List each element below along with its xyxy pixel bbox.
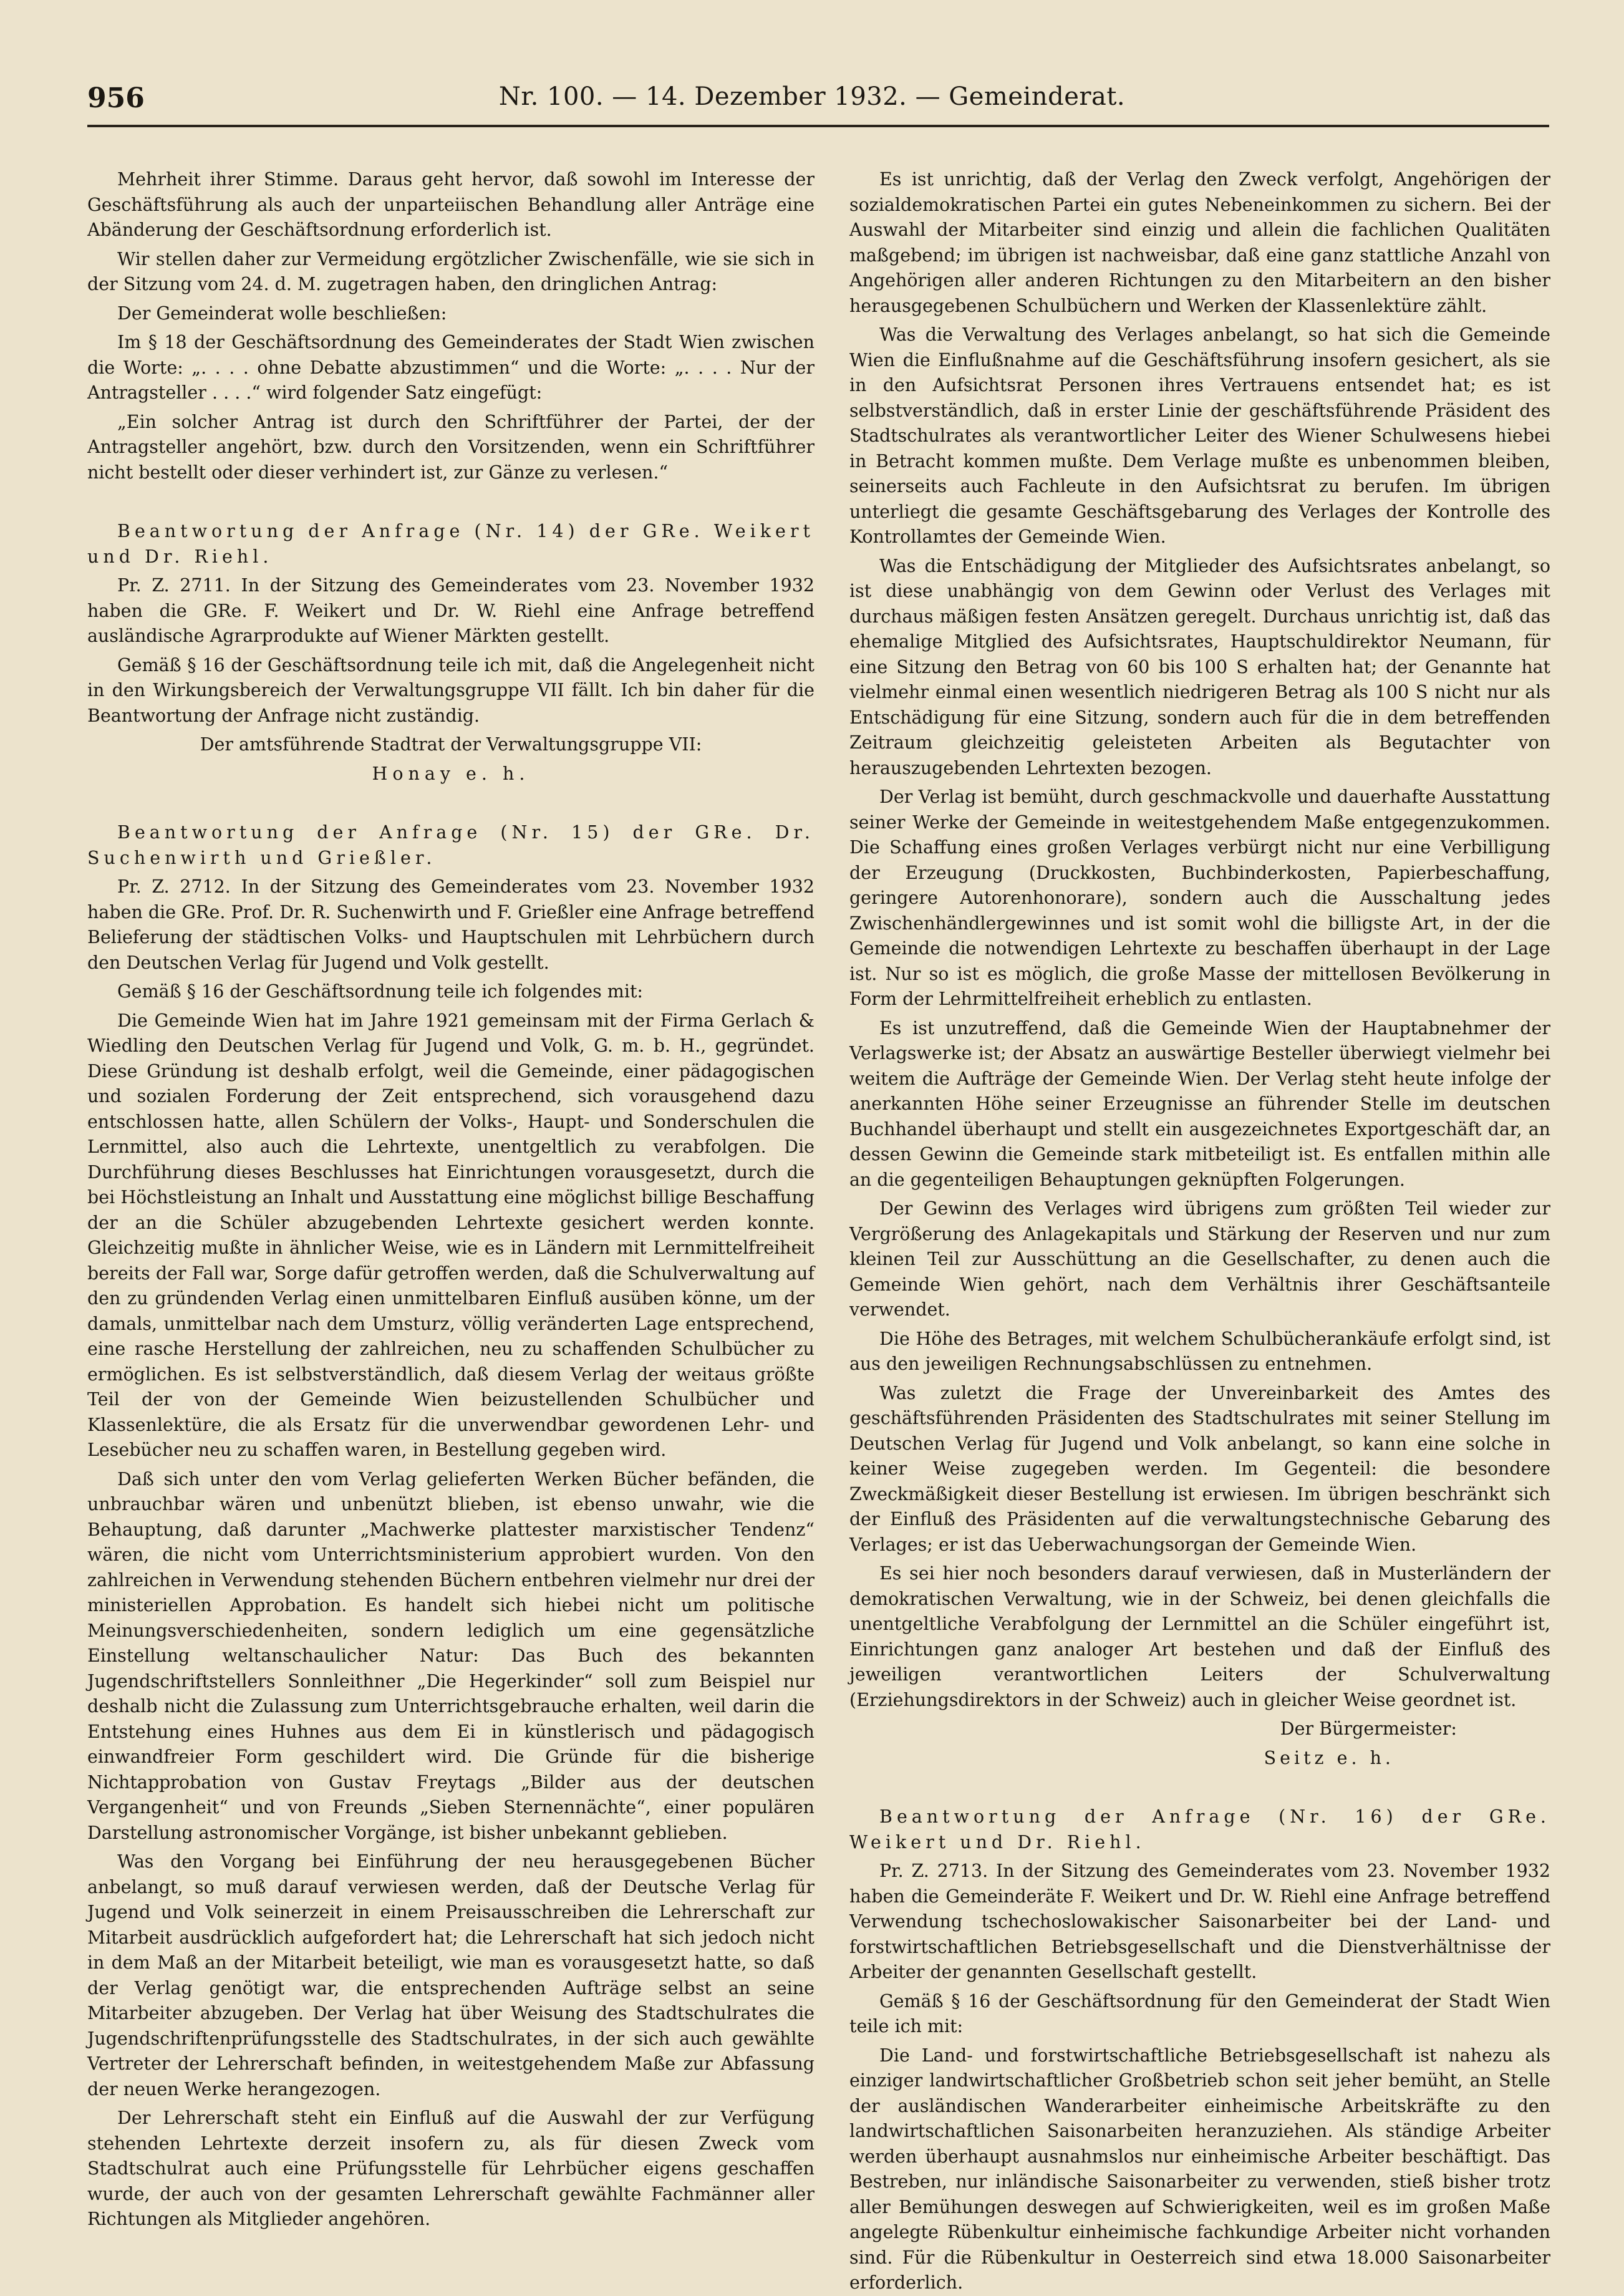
paragraph: Der Lehrerschaft steht ein Einfluß auf die Auswahl der zur Verfügung stehenden Lehrtexte derzeit insofern zu, als für diesen Zweck vom Stadtschulrat auch eine Prüfungsstelle für Lehrbücher eigens geschaffen wurde, der auch von der gesamten Lehrerschaft gewählte Fachmänner aller Richtungen als Mitglieder angehören. — [87, 2108, 814, 2229]
paragraph: Was die Entschädigung der Mitglieder des Aufsichtsrates anbelangt, so ist diese unabhängig von dem Gewinn oder Verlust des Verlages mit durchaus mäßigen festen Ansätzen geregelt. Durchaus unrichtig ist, daß das ehemalige Mitglied des Aufsichtsrates, Hauptschuldirektor Neumann, für eine Sitzung den Betrag von 60 bis 100 S erhalten hat; der Genannte hat vielmehr einmal einen wesentlich niedrigeren Betrag als 100 S nicht nur als Entschädigung für eine Sitzung, sondern auch für die in dem betreffenden Zeitraum gleichzeitig geleisteten Arbeiten als Begutachter von herauszugebenden Lehrtexten bezogen. — [849, 555, 1550, 778]
quoted-amendment: „Ein solcher Antrag ist durch den Schriftführer der Partei, der der Antragsteller angehört, bzw. durch den Vorsitzenden, wenn ein Schriftführer nicht bestellt oder dieser verhindert ist, zur Gänze zu verlesen.“ — [87, 411, 814, 483]
right-column — [849, 167, 1550, 2293]
header-rule — [87, 125, 1549, 127]
signature-title: Der amtsführende Stadtrat der Verwaltungsgruppe VII: — [200, 734, 702, 755]
paragraph: Die Land- und forstwirtschaftliche Betriebsgesellschaft ist nahezu als einziger landwirtschaftlicher Großbetrieb schon seit jeher bemüht, an Stelle der ausländischen Wanderarbeiter einheimische Arbeitskräfte zu den landwirtschaftlichen Saisonarbeiten heranzuziehen. Als ständige Arbeiter werden überhaupt ausnahmslos nur einheimische Arbeiter beschäftigt. Das Bestreben, nur inländische Saisonarbeiter zu verwenden, stieß bisher trotz aller Bemühungen deswegen auf Schwierigkeiten, weil es im großen Maße angelegte Rübenkultur einheimische fachkundige Arbeiter nicht vorhanden sind. Für die Rübenkultur in Oesterreich sind etwa 18.000 Saisonarbeiter erforderlich. — [849, 2045, 1550, 2293]
paragraph: Pr. Z. 2713. In der Sitzung des Gemeinderates vom 23. November 1932 haben die Gemeinderäte F. Weikert und Dr. W. Riehl eine Anfrage betreffend Verwendung tschechoslowakischer Saisonarbeiter bei der Land- und forstwirtschaftlichen Betriebsgesellschaft und die Dienstverhältnisse der Arbeiter der genannten Gesellschaft gestellt. — [849, 1861, 1550, 1982]
paragraph: Pr. Z. 2712. In der Sitzung des Gemeinderates vom 23. November 1932 haben die GRe. Prof. Dr. R. Suchenwirth und F. Grießler eine Anfrage betreffend Belieferung der städtischen Volks- und Hauptschulen mit Lehrbüchern durch den Deutschen Verlag für Jugend und Volk gestellt. — [87, 876, 814, 973]
section-heading: Beantwortung der Anfrage (Nr. 15) der GRe. Dr. Suchenwirth und Grießler. — [87, 822, 814, 868]
paragraph: Der Verlag ist bemüht, durch geschmackvolle und dauerhafte Ausstattung seiner Werke der Gemeinde in weitestgehendem Maße entgegenzukommen. Die Schaffung eines großen Verlages verbürgt nicht nur eine Verbilligung der Erzeugung (Druckkosten, Buchbinderkosten, Papierbeschaffung, geringere Autorenhonorare), sondern auch die Ausschaltung jedes Zwischenhändlergewinnes und ist somit wohl die billigste Art, in der die Gemeinde die notwendigen Lehrtexte zu beschaffen überhaupt in der Lage ist. Nur so ist es möglich, die große Masse der mittellosen Bevölkerung in Form der Lehrmittelfreiheit erheblich zu entlasten. — [849, 787, 1550, 1009]
signature-name: Honay e. h. — [372, 763, 530, 784]
page-header-title: Nr. 100. — 14. Dezember 1932. — Gemeinderat. — [498, 82, 1126, 111]
paragraph: Die Höhe des Betrages, mit welchem Schulbücherankäufe erfolgt sind, ist aus den jeweiligen Rechnungsabschlüssen zu entnehmen. — [849, 1328, 1550, 1374]
paragraph: Daß sich unter den vom Verlag gelieferten Werken Bücher befänden, die unbrauchbar wären und unbenützt blieben, ist ebenso unwahr, wie die Behauptung, daß darunter „Machwerke plattester marxistischer Tendenz“ wären, die nicht vom Unterrichtsministerium approbiert wurden. Von den zahlreichen in Verwendung stehenden Büchern entbehren vielmehr nur drei der ministeriellen Approbation. Es handelt sich hiebei nicht um politische Meinungsverschiedenheiten, sondern lediglich um eine gegensätzliche Einstellung weltanschaulicher Natur: Das Buch des bekannten Jugendschriftstellers Sonnleithner „Die Hegerkinder“ soll zum Beispiel nur deshalb nicht die Zulassung zum Unterrichtsgebrauche erhalten, weil darin die Entstehung eines Huhnes aus dem Ei in künstlerisch und pädagogisch einwandfreier Form geschildert wird. Die Gründe für die bisherige Nichtapprobation von Gustav Freytags „Bilder aus der deutschen Vergangenheit“ und von Freunds „Sieben Sternennächte“, einer populären Darstellung astronomischer Vorgänge, ist bisher unbekannt geblieben. — [87, 1468, 814, 1843]
paragraph: Gemäß § 16 der Geschäftsordnung für den Gemeinderat der Stadt Wien teile ich mit: — [849, 1990, 1550, 2037]
section-heading: Beantwortung der Anfrage (Nr. 14) der GRe. Weikert und Dr. Riehl. — [87, 521, 814, 567]
paragraph: Was zuletzt die Frage der Unvereinbarkeit des Amtes des geschäftsführenden Präsidenten des Stadtschulrates mit seiner Stellung im Deutschen Verlag für Jugend und Volk anbelangt, so kann eine solche in keiner Weise zugegeben werden. Im Gegenteil: die besondere Zweckmäßigkeit dieser Bestellung ist erwiesen. Im übrigen beschränkt sich der Einfluß des Präsidenten auf die verwaltungstechnische Gebarung des Verlages; er ist das Ueberwachungsorgan der Gemeinde Wien. — [849, 1382, 1550, 1555]
paragraph: Die Gemeinde Wien hat im Jahre 1921 gemeinsam mit der Firma Gerlach & Wiedling den Deutschen Verlag für Jugend und Volk, G. m. b. H., gegründet. Diese Gründung ist deshalb erfolgt, weil die Gemeinde, einer pädagogischen und sozialen Forderung der Zeit entsprechend, sich vorausgehend dazu entschlossen hatte, allen Schülern der Volks-, Haupt- und Sonderschulen die Lernmittel, also auch die Lehrtexte, unentgeltlich zu verabfolgen. Die Durchführung dieses Beschlusses hat Einrichtungen vorausgesetzt, durch die bei Höchstleistung an Inhalt und Ausstattung eine möglichst billige Beschaffung der an die Schüler abzugebenden Lehrtexte gesichert werden konnte. Gleichzeitig mußte in ähnlicher Weise, wie es in Ländern mit Lernmittelfreiheit bereits der Fall war, Sorge dafür getroffen werden, daß die Schulverwaltung auf den zu gründenden Verlag einen unmittelbaren Einfluß ausüben könne, um der damals, unmittelbar nach dem Umsturz, völlig veränderten Lage entsprechend, eine rasche Herstellung der zahlreichen, neu zu schaffenden Schulbücher zu ermöglichen. Es ist selbstverständlich, daß diesem Verlag der weitaus größte Teil der von der Gemeinde Wien beizustellenden Schulbücher und Klassenlektüre, die als Ersatz für die unverwendbar gewordenen Lehr- und Lesebücher neu zu schaffen waren, in Bestellung gegeben wird. — [87, 1010, 814, 1460]
paragraph: Es sei hier noch besonders darauf verwiesen, daß in Musterländern der demokratischen Verwaltung, wie in der Schweiz, bei denen gleichfalls die unentgeltliche Verabfolgung der Lernmittel an die Schüler eingeführt ist, Einrichtungen ganz analoger Art bestehen und daß der Einfluß des jeweiligen verantwortlichen Leiters der Schulverwaltung (Erziehungsdirektors in der Schweiz) auch in gleicher Weise geordnet ist. — [849, 1563, 1550, 1710]
paragraph: Wir stellen daher zur Vermeidung ergötzlicher Zwischenfälle, wie sie sich in der Sitzung vom 24. d. M. zugetragen haben, den dringlichen Antrag: — [87, 248, 814, 294]
paragraph: Pr. Z. 2711. In der Sitzung des Gemeinderates vom 23. November 1932 haben die GRe. F. Weikert und Dr. W. Riehl eine Anfrage betreffend ausländische Agrarprodukte auf Wiener Märkten gestellt. — [87, 575, 814, 646]
left-column — [87, 167, 814, 2229]
signature-name: Seitz e. h. — [1264, 1747, 1394, 1768]
paragraph: Gemäß § 16 der Geschäftsordnung teile ich mit, daß die Angelegenheit nicht in den Wirkungsbereich der Verwaltungsgruppe VII fällt. Ich bin daher für die Beantwortung der Anfrage nicht zuständig. — [87, 654, 814, 726]
paragraph: Was den Vorgang bei Einführung der neu herausgegebenen Bücher anbelangt, so muß darauf verwiesen werden, daß der Deutsche Verlag für Jugend und Volk seinerzeit in einem Preisausschreiben die Lehrerschaft zur Mitarbeit ausdrücklich aufgefordert hat; die Lehrerschaft hat sich jedoch nicht in dem Maß an der Mitarbeit beteiligt, wie man es vorausgesetzt hatte, so daß der Verlag genötigt war, die entsprechenden Aufträge selbst an seine Mitarbeiter abzugeben. Der Verlag hat über Weisung des Stadtschulrates die Jugendschriftenprüfungsstelle des Stadtschulrates, in der sich auch gewählte Vertreter der Lehrerschaft befinden, in weitestgehendem Maße zur Abfassung der neuen Werke herangezogen. — [87, 1851, 814, 2100]
paragraph: Was die Verwaltung des Verlages anbelangt, so hat sich die Gemeinde Wien die Einflußnahme auf die Geschäftsführung insofern gesichert, als sie in den Aufsichtsrat Personen ihres Vertrauens entsendet hat; es ist selbstverständlich, daß in erster Linie der geschäftsführende Präsident des Stadtschulrates als verantwortlicher Leiter des Wiener Schulwesens hiebei in Betracht kommen mußte. Dem Verlage mußte es unbenommen bleiben, seinerseits auch Fachleute in den Aufsichtsrat zu berufen. Im übrigen unterliegt die gesamte Geschäftsgebarung des Verlages der Kontrolle des Kontrollamtes der Gemeinde Wien. — [849, 324, 1550, 547]
paragraph: Im § 18 der Geschäftsordnung des Gemeinderates der Stadt Wien zwischen die Worte: „. . . . ohne Debatte abzustimmen“ und die Worte: „. . . . Nur der Antragsteller . . . .“ wird folgender Satz eingefügt: — [87, 332, 814, 403]
paragraph: Es ist unzutreffend, daß die Gemeinde Wien der Hauptabnehmer der Verlagswerke ist; der Absatz an auswärtige Besteller überwiegt vielmehr bei weitem die Aufträge der Gemeinde Wien. Der Verlag steht heute infolge der anerkannten Höhe seiner Erzeugnisse an führender Stelle im deutschen Buchhandel überhaupt und stellt ein ausgezeichnetes Exportgeschäft dar, an dessen Gewinn die Gemeinde stark mitbeteiligt ist. Es entfallen mithin alle an die gegenteiligen Behauptungen geknüpften Folgerungen. — [849, 1017, 1550, 1190]
paragraph: Mehrheit ihrer Stimme. Daraus geht hervor, daß sowohl im Interesse der Geschäftsführung als auch der unparteiischen Behandlung aller Anträge eine Abänderung der Geschäftsordnung erforderlich ist. — [87, 169, 814, 240]
paragraph: Es ist unrichtig, daß der Verlag den Zweck verfolgt, Angehörigen der sozialdemokratischen Partei ein gutes Nebeneinkommen zu sichern. Bei der Auswahl der Mitarbeiter sind einzig und allein die fachlichen Qualitäten maßgebend; im übrigen ist nachweisbar, daß eine ganz stattliche Anzahl von Angehörigen aller anderen Richtungen zu den Mitarbeitern an den bisher herausgegebenen Schulbüchern und Werken der Klassenlektüre zählt. — [849, 169, 1550, 316]
page-number: 956 — [87, 82, 145, 114]
section-heading: Beantwortung der Anfrage (Nr. 16) der GRe. Weikert und Dr. Riehl. — [849, 1806, 1550, 1853]
signature-title: Der Bürgermeister: — [1280, 1718, 1457, 1739]
paragraph: Gemäß § 16 der Geschäftsordnung teile ich folgendes mit: — [117, 981, 644, 1002]
paragraph: Der Gewinn des Verlages wird übrigens zum größten Teil wieder zur Vergrößerung des Anlagekapitals und Stärkung der Reserven und nur zum kleinen Teil zur Ausschüttung an die Gesellschafter, zu denen auch die Gemeinde Wien gehört, nach dem Verhältnis ihrer Geschäftsanteile verwendet. — [849, 1198, 1550, 1320]
paragraph: Der Gemeinderat wolle beschließen: — [117, 303, 447, 324]
